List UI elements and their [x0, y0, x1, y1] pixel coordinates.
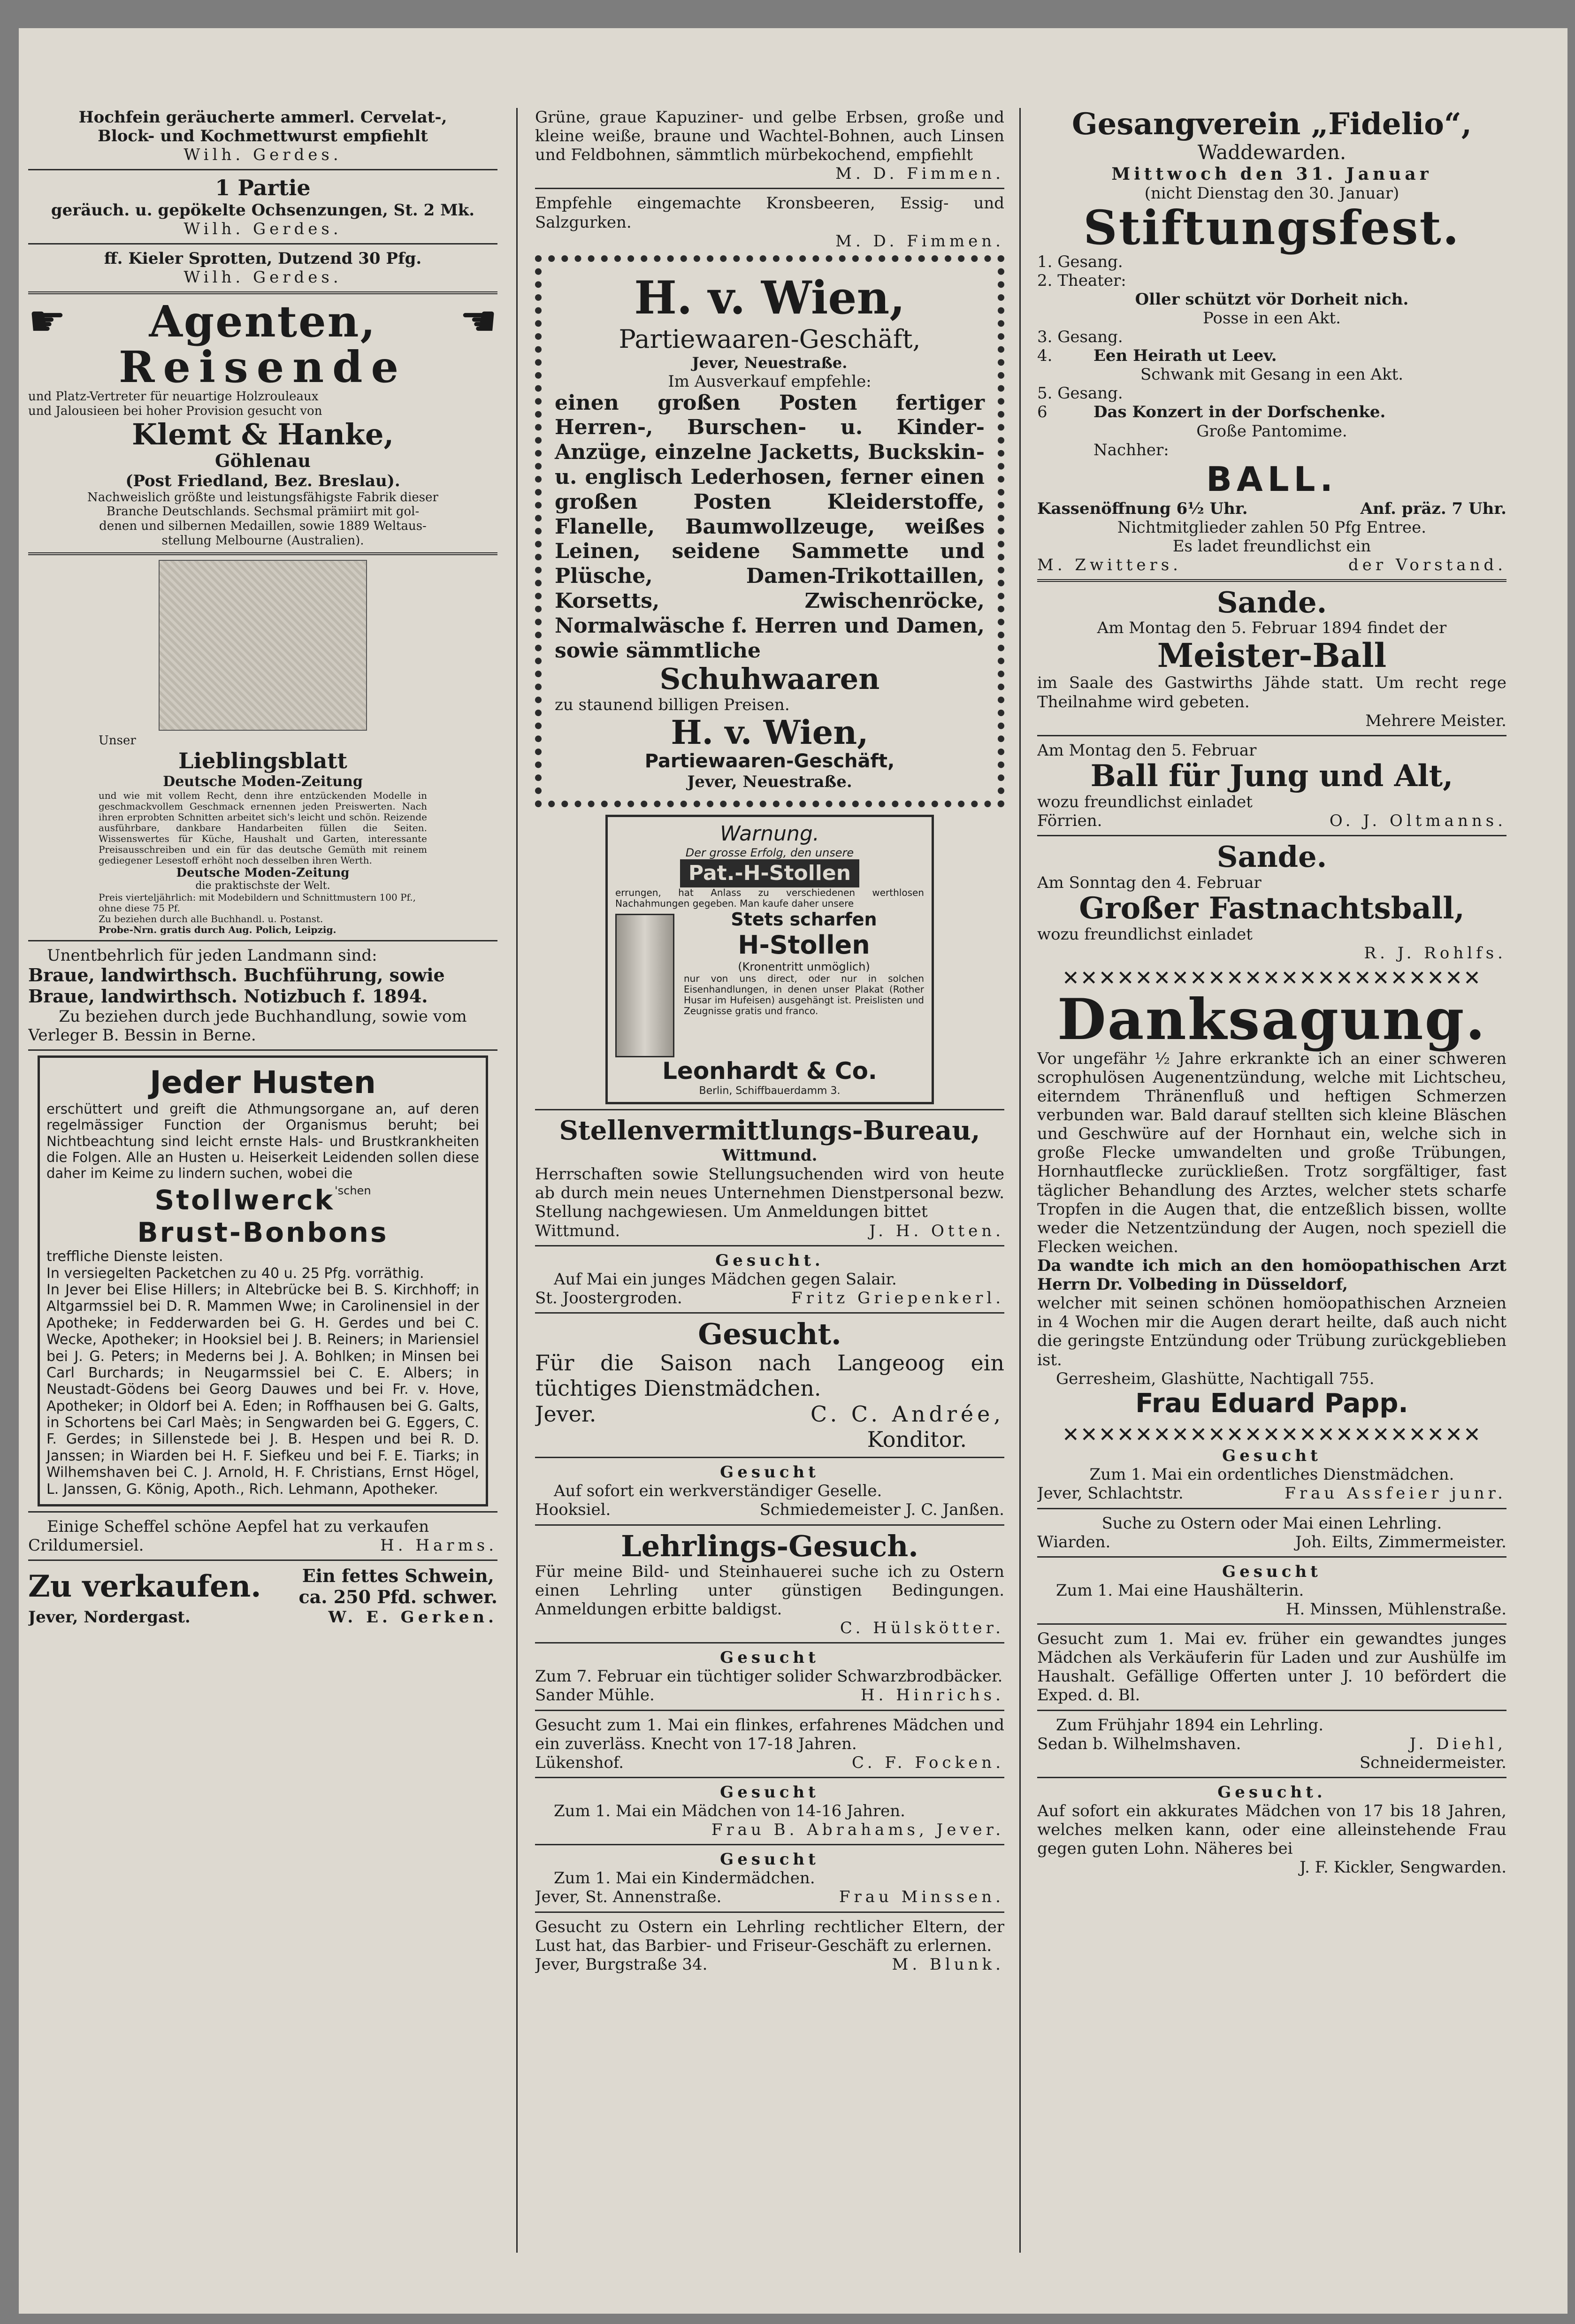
ad-text: stellung Melbourne (Australien). [161, 533, 364, 548]
program-number: 6 [1037, 403, 1047, 422]
ad-von-wien [535, 255, 1004, 807]
firm-name: H. v. Wien, [671, 712, 869, 752]
ad-text: Block- und Kochmettwurst empfiehlt [98, 127, 428, 146]
program-item: 5. Gesang. [1037, 384, 1123, 403]
pointing-hand-left-icon: ☚ [459, 297, 497, 346]
ad-klemt-hanke [28, 296, 497, 548]
ad-heading: Reisende [118, 341, 407, 392]
firm-name: Klemt & Hanke, [131, 417, 394, 451]
program-item: Oller schützt vör Dorheit nich. [1135, 290, 1409, 309]
ad-signature: H. Minssen, Mühlenstraße. [1285, 1599, 1506, 1619]
ad-text: im Saale des Gastwirths Jähde statt. Um recht rege Theilnahme wird gebeten. [1037, 673, 1506, 711]
divider [28, 169, 497, 170]
ad-text: und Platz-Vertreter für neuartige Holzrouleaux [28, 390, 319, 404]
ad-heading: Gesucht. [715, 1251, 824, 1270]
ad-text: Zum 1. Mai eine Haushälterin. [1056, 1581, 1304, 1600]
ad-text: Gerresheim, Glashütte, Nachtigall 755. [1056, 1369, 1375, 1388]
ad-text: denen und silbernen Medaillen, sowie 1889 Weltaus- [99, 519, 427, 534]
divider [28, 243, 497, 245]
ad-text: Göhlenau [215, 450, 311, 471]
divider [28, 1511, 497, 1513]
ad-huelskoetter [535, 1530, 1004, 1638]
ad-text: Da wandte ich mich an den homöopathischen Arzt Herrn Dr. Volbeding in Düsseldorf, [1037, 1256, 1506, 1294]
reading-women-illustration [159, 560, 367, 731]
ad-heading: Gesucht [720, 1782, 819, 1802]
ad-text: zu staunend billigen Preisen. [555, 695, 790, 714]
ad-text: Wiarden. [1037, 1532, 1111, 1552]
ad-signature: Frau Assfeier junr. [1284, 1484, 1506, 1503]
ad-heading: Stellenvermittlungs-Bureau, [559, 1115, 980, 1147]
program-item: Een Heirath ut Leev. [1093, 346, 1277, 366]
ad-text: Wittmund. [535, 1221, 620, 1240]
ad-sande-fastnacht [1037, 841, 1506, 963]
program-item: 1. Gesang. [1037, 252, 1123, 271]
ad-andree [535, 1318, 1004, 1452]
ad-heading: Sande. [1216, 840, 1327, 874]
ad-signature: J. F. Kickler, Sengwarden. [1300, 1858, 1506, 1877]
ad-text: Nachweislich größte und leistungsfähigste Fabrik dieser [87, 490, 438, 505]
divider [1037, 835, 1506, 836]
ad-text: Am Sonntag den 4. Februar [1037, 873, 1262, 892]
ad-minssen-haushaelterin [1037, 1562, 1506, 1619]
ad-text: Auf sofort ein werkverständiger Geselle. [554, 1482, 882, 1501]
ad-signature: C. C. Andrée, [810, 1401, 1004, 1427]
ad-heading: H-Stollen [738, 930, 870, 960]
divider [535, 1312, 1004, 1314]
ad-fimmen-erbsen [535, 108, 1004, 183]
program-number: 4. [1037, 346, 1053, 366]
ad-text: wozu freundlichst einladet [1037, 925, 1253, 944]
ad-text: Zum 7. Februar ein tüchtiger solider Schwarzbrodbäcker. [535, 1667, 1003, 1686]
ad-text: In versiegelten Packetchen zu 40 u. 25 Pfg. vorräthig. [46, 1265, 424, 1282]
divider [28, 940, 497, 941]
ad-heading: Gesucht. [698, 1317, 841, 1351]
pointing-hand-icon: ☛ [28, 297, 66, 346]
ad-signature: Wilh. Gerdes. [183, 268, 342, 287]
ad-text: Preis vierteljährlich: mit Modebildern und Schnittmustern 100 Pf., ohne diese 75 Pf. [99, 892, 416, 914]
column-2 [535, 108, 1004, 2253]
divider [535, 1524, 1004, 1526]
firm-name: H. v. Wien, [634, 271, 905, 324]
ad-text: St. Joostergroden. [535, 1288, 682, 1307]
ad-foerrien-ball [1037, 741, 1506, 831]
divider [535, 1777, 1004, 1778]
ad-harms [28, 1517, 497, 1555]
ad-gerken [28, 1566, 497, 1627]
ad-signature: Mehrere Meister. [1365, 711, 1506, 730]
ad-assfeier [1037, 1446, 1506, 1503]
ad-signature: Frau B. Abrahams, Jever. [711, 1820, 1004, 1840]
ad-text: treffliche Dienste leisten. [46, 1248, 223, 1265]
ad-text: Jever, Burgstraße 34. [535, 1955, 708, 1974]
divider [28, 291, 497, 294]
ad-text: Nachher: [1093, 440, 1169, 459]
divider [1037, 1556, 1506, 1558]
ad-heading: Schuhwaaren [659, 662, 880, 696]
column-1 [28, 108, 497, 2253]
ad-heading: Ball für Jung und Alt, [1090, 758, 1453, 794]
ad-text: Auf sofort ein akkurates Mädchen von 17 bis 18 Jahren, welches melken kann, oder eine alleinstehende Frau gegen guten Lohn. Näheres bei [1037, 1801, 1506, 1858]
ad-text: Lükenshof. [535, 1753, 624, 1772]
ad-heading: Jeder Husten [150, 1064, 376, 1101]
ad-text: Unentbehrlich für jeden Landmann sind: [47, 946, 377, 965]
ad-text: Gesucht zum 1. Mai ein flinkes, erfahrenes Mädchen und ein zuverläss. Knecht von 17-18 Jahren. [535, 1715, 1004, 1753]
ad-heading: Meister-Ball [1157, 636, 1387, 675]
ad-text: Zum 1. Mai ein Mädchen von 14-16 Jahren. [554, 1801, 905, 1820]
ad-signature: M. D. Fimmen. [835, 164, 1004, 183]
ad-text: (nicht Dienstag den 30. Januar) [1144, 184, 1399, 203]
ad-text: Im Ausverkauf empfehle: [668, 372, 872, 391]
ad-text: Zu beziehen durch jede Buchhandlung, sowie vom [59, 1007, 467, 1026]
ad-hinrichs [535, 1648, 1004, 1705]
ad-text: Anf. präz. 7 Uhr. [1360, 499, 1506, 518]
ad-heading: Danksagung. [1057, 986, 1487, 1053]
ad-text: errungen, hat Anlass zu verschiedenen werthlosen Nachahmungen gegeben. Man kaufe daher unsere [615, 887, 924, 910]
ad-signature: R. J. Rohlfs. [1364, 944, 1506, 963]
ad-text: Vor ungefähr ½ Jahre erkrankte ich an einer schweren scrophulösen Augenentzündung, welche mit Lichtscheu, eiterndem Thränenfluß und heftigen Schmerzen verbunden war. Bald darauf stellten sich kleine Bläschen und Geschwüre auf der Hornhaut ein, welche sich in große Flecke umwandelten und große Trübungen, Hornhautflecke zurückließen. Trotz sorgfältiger, fast täglicher Behandlung des Arztes, welcher stets scharfe Tropfen in die Augen that, die entzeßlich bissen, wollte weder die Netzentzündung der Augen, noch speziell die Flecken weichen. [1037, 1049, 1506, 1256]
program-item: Das Konzert in der Dorfschenke. [1093, 403, 1386, 422]
divider [1037, 1777, 1506, 1778]
product-stamp: Pat.-H-Stollen [680, 859, 859, 887]
ad-verkaeuferin [1037, 1629, 1506, 1705]
ad-signature: Wilh. Gerdes. [183, 219, 342, 238]
ad-text: geräuch. u. gepökelte Ochsenzungen, St. 2 Mk. [51, 200, 475, 220]
ad-blunk [535, 1918, 1004, 1974]
program-item: 2. Theater: [1037, 271, 1126, 290]
ad-signature: J. H. Otten. [869, 1221, 1004, 1240]
ad-gerdes-wurst [28, 108, 497, 164]
ad-text: Gesucht zum 1. Mai ev. früher ein gewandtes junges Mädchen als Verkäuferin für Laden und zur Aushülfe im Haushalt. Gefällige Offerten unter J. 10 befördert die Exped. d. Bl. [1037, 1629, 1506, 1705]
ad-text: Branche Deutschlands. Sechsmal prämiirt mit gol- [106, 505, 420, 519]
ad-griepenkerl [535, 1251, 1004, 1307]
ad-text: Waddewarden. [1197, 141, 1346, 164]
divider [535, 1710, 1004, 1711]
ad-signature: O. J. Oltmanns. [1329, 811, 1506, 831]
ad-text: wozu freundlichst einladet [1037, 793, 1253, 812]
ad-text: Hochfein geräucherte ammerl. Cervelat-, [78, 108, 447, 127]
ad-fimmen-kronsbeeren [535, 194, 1004, 250]
ad-text: Grüne, graue Kapuziner- und gelbe Erbsen, große und kleine weiße, braune und Wachtel-Bohnen, auch Linsen und Feldbohnen, sämmtlich mürbekochend, empfiehlt [535, 108, 1004, 165]
brand-name: Brust-Bonbons [137, 1216, 389, 1248]
program-item: Posse in een Akt. [1203, 308, 1341, 328]
ad-text: Braue, landwirthsch. Buchführung, sowie [28, 964, 445, 986]
ad-sande-meisterball [1037, 587, 1506, 730]
ad-text: die praktischste der Welt. [195, 880, 330, 892]
ad-heading: Gesucht [720, 1463, 819, 1482]
ad-text: Empfehle eingemachte Kronsbeeren, Essig- und Salzgurken. [535, 194, 1004, 232]
ad-text: Crildumersiel. [28, 1536, 144, 1555]
program-item: 3. Gesang. [1037, 327, 1123, 346]
ad-text: Einige Scheffel schöne Aepfel hat zu verkaufen [47, 1517, 429, 1537]
ad-text: Hooksiel. [535, 1500, 611, 1520]
ad-signature: Frau Eduard Papp. [1135, 1388, 1408, 1419]
ad-heading: Gesucht [1222, 1562, 1322, 1581]
ad-minssen-kinder [535, 1850, 1004, 1906]
ad-text: Am Montag den 5. Februar [1037, 741, 1257, 760]
ad-diehl [1037, 1716, 1506, 1772]
ad-fidelio [1037, 108, 1506, 574]
ad-text: einen großen Posten fertiger Herren-, Burschen- u. Kinder-Anzüge, einzelne Jacketts, Buckskin- u. englisch Lederhosen, ferner einen großen Posten Kleiderstoffe, Flanelle, Baumwollzeuge, weißes Leinen, seidene Sammette und Plüsche, Damen-Trikottaillen, Korsetts, Zwischenröcke, Normalwäsche f. Herren und Damen, sowie sämmtliche [555, 390, 985, 663]
ad-heading: Warnung. [720, 821, 819, 846]
ad-heading: Partiewaaren-Geschäft, [619, 324, 921, 354]
ad-signature: Fritz Griepenkerl. [791, 1288, 1004, 1307]
ad-text: Mittwoch den 31. Januar [1111, 164, 1432, 184]
ad-signature: Schneidermeister. [1359, 1753, 1506, 1772]
program-item: Große Pantomime. [1196, 421, 1347, 441]
divider [28, 552, 497, 555]
ad-text: (Post Friedland, Bez. Breslau). [125, 471, 400, 490]
ad-text: Deutsche Moden-Zeitung [176, 865, 350, 880]
divider [535, 1911, 1004, 1913]
divider [535, 1642, 1004, 1644]
ad-signature: C. F. Focken. [852, 1753, 1004, 1772]
ad-text: welcher mit seinen schönen homöopathischen Arzneien in 4 Wochen mir die Augen derart heilte, daß auch nicht die geringste Entzündung oder Trübung zurückgeblieben ist. [1037, 1294, 1506, 1369]
ad-text: Ein fettes Schwein, [302, 1565, 494, 1587]
ad-signature: M. Zwitters. [1037, 556, 1182, 574]
ad-signature: Wilh. Gerdes. [183, 145, 342, 165]
ad-text: Suche zu Ostern oder Mai einen Lehrling. [1101, 1514, 1442, 1533]
divider [535, 188, 1004, 189]
ad-signature: Frau Minssen. [839, 1888, 1004, 1907]
ad-text: Gesucht zu Ostern ein Lehrling rechtlicher Eltern, der Lust hat, das Barbier- und Friseur-Geschäft zu erlernen. [535, 1917, 1004, 1955]
column-3 [1037, 108, 1506, 2253]
ad-signature: J. Diehl, [1409, 1734, 1506, 1753]
ad-heading: Sande. [1216, 585, 1327, 620]
divider [28, 1049, 497, 1051]
column-rule-right [1019, 108, 1021, 2253]
divider [535, 1457, 1004, 1458]
ad-text: Jever, Schlachtstr. [1037, 1484, 1184, 1503]
ad-text: Unser [99, 734, 136, 748]
ad-heading: Zu verkaufen. [28, 1568, 261, 1604]
ad-stollwerck-husten [38, 1055, 488, 1506]
ad-text: nur von uns direct, oder nur in solchen Eisenhandlungen, in denen unser Plakat (Rother Husar im Hufeisen) ausgehängt ist. Preislisten und Zeugnisse gratis und franco. [684, 972, 924, 1017]
ad-text: Partiewaaren-Geschäft, [644, 750, 895, 772]
ad-text: Zum 1. Mai ein Kindermädchen. [554, 1869, 815, 1888]
ad-text: Berlin, Schiffbauerdamm 3. [699, 1085, 841, 1097]
ad-text: Jever, Neuestraße. [687, 772, 852, 791]
divider [1037, 735, 1506, 736]
stollen-bolt-illustration [615, 914, 674, 1057]
ad-gerdes-zungen [28, 175, 497, 238]
ad-text: Herrschaften sowie Stellungsuchenden wird von heute ab durch mein neues Unternehmen Dienstpersonal bezw. Stellung nachgewiesen. Um Anmeldungen bittet [535, 1165, 1004, 1222]
ad-braue [28, 946, 497, 1045]
ad-signature: H. Harms. [380, 1536, 497, 1555]
ad-text: Probe-Nrn. gratis durch Aug. Polich, Leipzig. [99, 924, 336, 936]
divider [535, 1245, 1004, 1246]
ad-leonhardt-stollen [605, 815, 934, 1104]
ad-text: Nichtmitglieder zahlen 50 Pfg Entree. [1117, 518, 1427, 537]
ad-signature: der Vorstand. [1348, 556, 1506, 574]
ad-signature: C. Hülskötter. [840, 1619, 1004, 1638]
ad-stellenvermittlung [535, 1115, 1004, 1240]
ad-text: Es ladet freundlichst ein [1172, 536, 1371, 556]
brand-name: Stollwerck [154, 1184, 335, 1216]
ad-text: Am Montag den 5. Februar 1894 findet der [1097, 619, 1447, 638]
ad-text: Der grosse Erfolg, den unsere [685, 846, 854, 859]
divider [28, 1560, 497, 1561]
ad-text: Zum 1. Mai ein ordentliches Dienstmädchen. [1089, 1465, 1454, 1484]
divider [535, 1844, 1004, 1845]
ad-heading: Großer Fastnachtsball, [1079, 890, 1465, 926]
divider [1037, 579, 1506, 582]
ad-heading: BALL. [1206, 459, 1338, 499]
ad-heading: 1 Partie [215, 175, 311, 201]
ad-text: In Jever bei Elise Hillers; in Altebrücke bei B. S. Kirchhoff; in Altgarmssiel bei D. R. Mammen Wwe; in Carolinensiel in der Apotheke; in Fedderwarden bei G. H. Gerdes und bei C. Wecke, Apotheker; in Hooksiel bei J. B. Reiners; in Mariensiel bei J. G. Peters; in Mederns bei J. A. Bohlken; in Minsen bei Carl Burchards; in Neugarmssiel bei C. E. Albers; in Neustadt-Gödens bei Georg Dauwes und bei Fr. v. Hove, Apotheker; in Oldorf bei A. Eden; in Roffhausen bei G. Galts, in Schortens bei Carl Maès; in Sengwarden bei G. Eggers, C. F. Gerdes; in Sillenstede bei J. B. Hespen und bei R. D. Janssen; in Wiarden bei H. F. Siefkeu und bei F. E. Tiarks; in Wilhemshaven bei C. J. Arnold, H. F. Christians, Ernst Högel, L. Janssen, G. König, Apoth., Rich. Lehmann, Apotheker. [46, 1281, 479, 1498]
ad-danksagung [1037, 986, 1506, 1419]
ad-text: ca. 250 Pfd. schwer. [298, 1586, 497, 1608]
column-rule-left [516, 108, 518, 2253]
ad-moden-zeitung [28, 560, 497, 935]
ad-text: Für die Saison nach Langeoog ein tüchtiges Dienstmädchen. [535, 1350, 1004, 1401]
ad-signature: H. Hinrichs. [860, 1686, 1004, 1705]
ad-gerdes-sprotten [28, 249, 497, 287]
ad-text: Jever. [535, 1401, 596, 1427]
ad-heading: Agenten, [149, 296, 377, 347]
ad-signature: M. Blunk. [892, 1955, 1004, 1974]
ad-signature: M. D. Fimmen. [835, 231, 1004, 251]
ad-heading: Gesucht [1222, 1446, 1322, 1466]
ad-kickler [1037, 1783, 1506, 1877]
ad-heading: Stiftungsfest. [1083, 199, 1460, 255]
ad-text: erschüttert und greift die Athmungsorgane an, auf deren regelmässiger Function der Organismus beruht; bei Nichtbeachtung sind leicht ernste Hals- und Brustkrankheiten die Folgen. Alle an Husten u. Heiserkeit Leidenden sollen diese daher im Keime zu lindern suchen, wobei die [46, 1101, 479, 1182]
ad-signature: Konditor. [867, 1426, 967, 1452]
ad-text: Sander Mühle. [535, 1686, 655, 1705]
ad-abrahams [535, 1783, 1004, 1839]
ad-text: Jever, St. Annenstraße. [535, 1888, 722, 1907]
ad-text: Sedan b. Wilhelmshaven. [1037, 1734, 1241, 1753]
ad-text: Deutsche Moden-Zeitung [163, 773, 363, 790]
ad-janssen [535, 1463, 1004, 1519]
ad-text: und Jalousieen bei hoher Provision gesucht von [28, 404, 322, 418]
ad-text: Braue, landwirthsch. Notizbuch f. 1894. [28, 986, 428, 1007]
ad-text: Förrien. [1037, 811, 1102, 831]
ad-text: Stets scharfen [731, 909, 877, 930]
ad-text: (Kronentritt unmöglich) [738, 960, 870, 973]
ad-heading: Gesucht. [1217, 1782, 1326, 1802]
ad-heading: Gesucht [720, 1850, 819, 1869]
divider [1037, 1508, 1506, 1509]
ad-text: Zu beziehen durch alle Buchhandl. u. Postanst. [99, 913, 323, 925]
brand-suffix: 'schen [335, 1184, 371, 1198]
ad-heading: Gesangverein „Fidelio“, [1071, 108, 1472, 142]
ad-text: Jever, Neuestraße. [692, 353, 848, 372]
ad-heading: Gesucht [720, 1648, 819, 1667]
newspaper-page [19, 28, 1567, 2314]
ad-text: Verleger B. Bessin in Berne. [28, 1026, 256, 1045]
divider [1037, 1623, 1506, 1625]
ad-text: Zum Frühjahr 1894 ein Lehrling. [1056, 1715, 1324, 1735]
ornamental-border: ✕✕✕✕✕✕✕✕✕✕✕✕✕✕✕✕✕✕✕✕✕✕✕ [1062, 1423, 1482, 1447]
ad-signature: Joh. Eilts, Zimmermeister. [1295, 1532, 1506, 1552]
ad-text: Auf Mai ein junges Mädchen gegen Salair. [554, 1269, 897, 1289]
ad-heading: Lehrlings-Gesuch. [621, 1529, 918, 1563]
ad-text: Jever, Nordergast. [28, 1607, 191, 1627]
ad-heading: Lieblingsblatt [178, 748, 347, 774]
ad-text: Kassenöffnung 6½ Uhr. [1037, 499, 1248, 518]
ad-signature: W. E. Gerken. [328, 1607, 497, 1627]
ad-focken [535, 1716, 1004, 1772]
ornamental-border: ✕✕✕✕✕✕✕✕✕✕✕✕✕✕✕✕✕✕✕✕✕✕✕ [1062, 967, 1482, 990]
ad-text: Wittmund. [722, 1146, 818, 1165]
firm-name: Leonhardt & Co. [662, 1057, 877, 1085]
ad-eilts [1037, 1514, 1506, 1552]
ad-signature: Schmiedemeister J. C. Janßen. [759, 1500, 1004, 1520]
program-item: Schwank mit Gesang in een Akt. [1140, 365, 1404, 384]
divider [535, 1109, 1004, 1110]
ad-text: ff. Kieler Sprotten, Dutzend 30 Pfg. [104, 249, 422, 268]
ad-text: Für meine Bild- und Steinhauerei suche ich zu Ostern einen Lehrling unter günstigen Bedingungen. Anmeldungen erbitte baldigst. [535, 1562, 1004, 1619]
divider [1037, 1710, 1506, 1711]
ad-text: und wie mit vollem Recht, denn ihre entzückenden Modelle in geschmackvollem Geschmack ernennen jeden Preiswerten. Nach ihren erprobten Schnitten arbeitet sich's leicht und schön. Reizende ausführbare, dankbare Handarbeiten füllen die Seiten. Wissenswertes für Küche, Haushalt und Garten, interessante Preisausschreiben und ein für das deutsche Gemüth mit reinem gediegener Lesestoff erhöht noch desselben ihren Werth. [99, 789, 427, 866]
